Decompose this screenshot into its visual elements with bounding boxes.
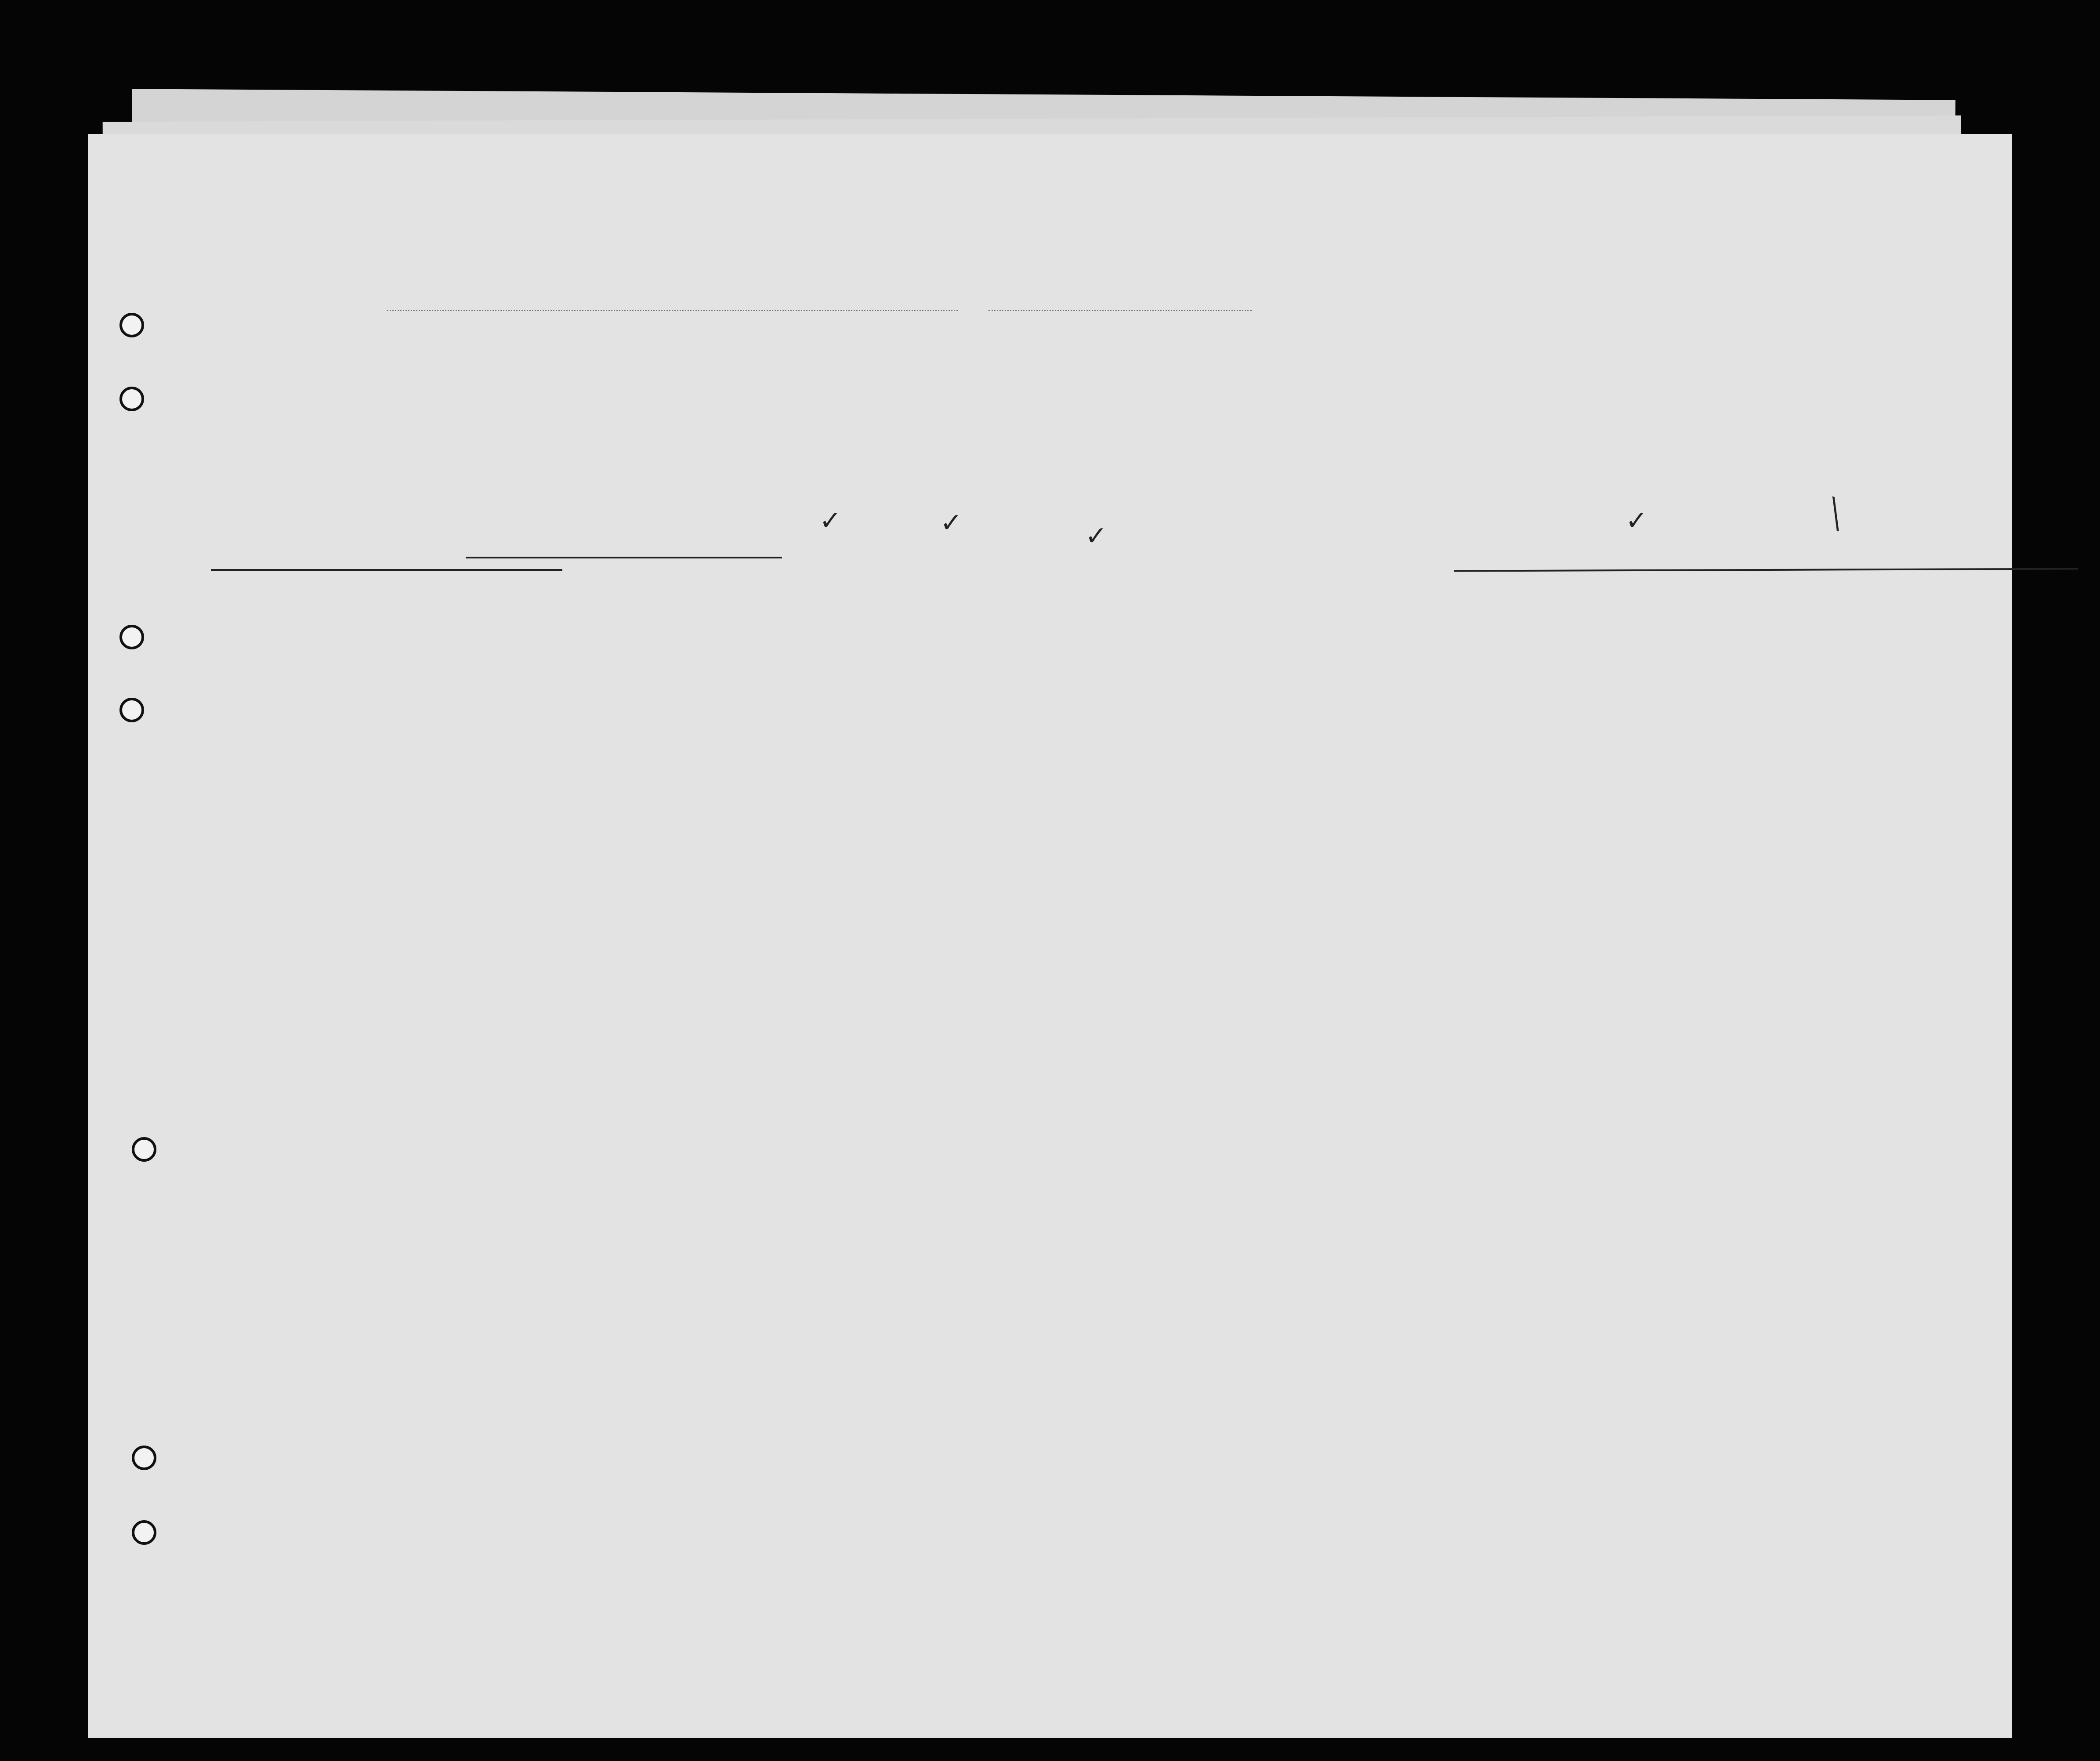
binding-hole bbox=[119, 698, 144, 722]
binding-hole bbox=[132, 1520, 156, 1545]
row2-strikethrough-a bbox=[211, 569, 562, 571]
checkmark-5: ╲ bbox=[1823, 497, 1848, 531]
row2-strikethrough-b bbox=[466, 557, 782, 558]
binding-hole bbox=[132, 1137, 156, 1162]
binding-hole bbox=[119, 313, 144, 337]
table-grid bbox=[88, 134, 2012, 1738]
binding-hole bbox=[119, 387, 144, 411]
manifest-sheet bbox=[88, 134, 2012, 1738]
checkmark-4: ✓ bbox=[1626, 506, 1648, 535]
binding-hole bbox=[119, 625, 144, 649]
checkmark-1: ✓ bbox=[819, 506, 842, 535]
binding-hole bbox=[132, 1446, 156, 1470]
checkmark-2: ✓ bbox=[940, 508, 963, 537]
checkmark-3: ✓ bbox=[1085, 522, 1108, 551]
